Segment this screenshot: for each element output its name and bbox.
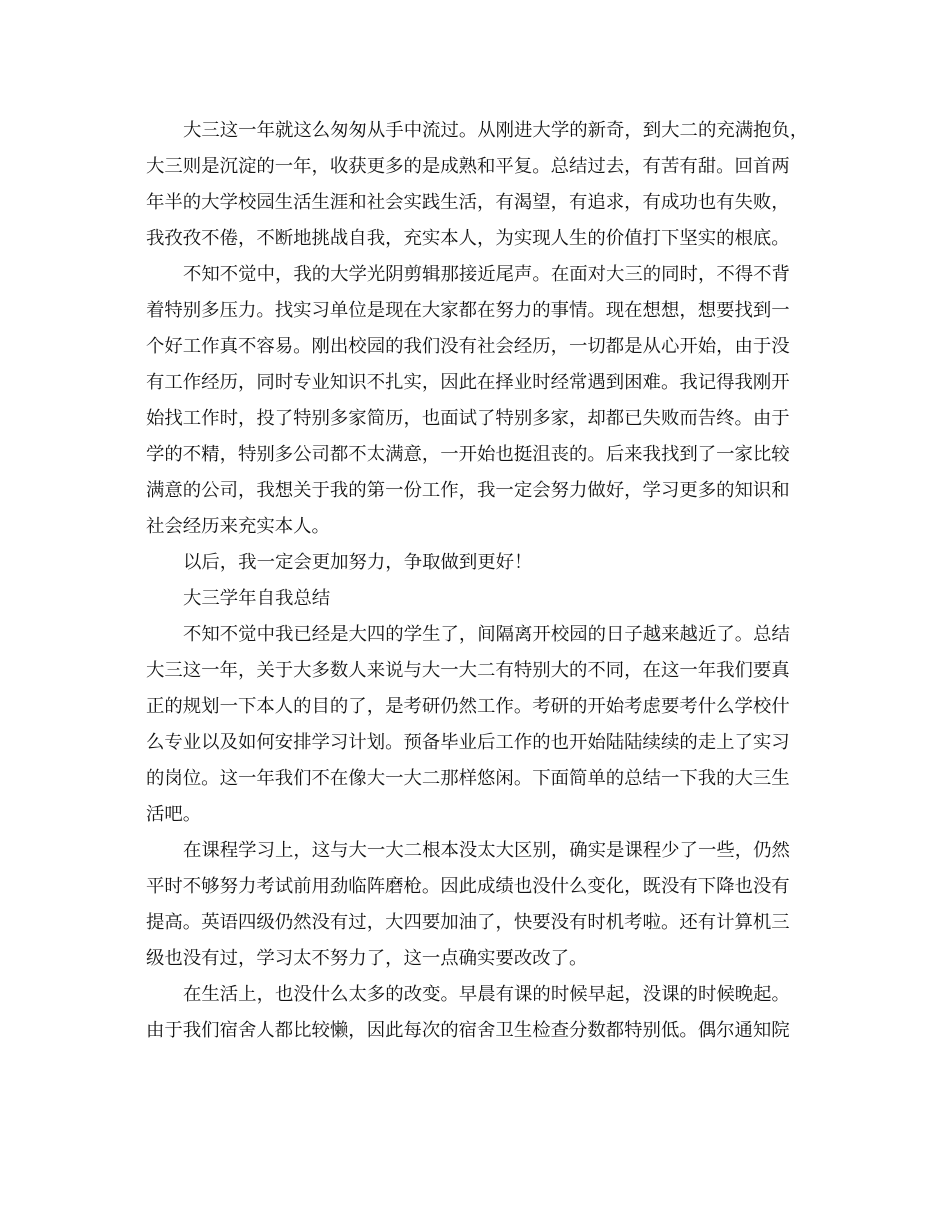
paragraph-3-line-1: 以后，我一定会更加努力，争取做到更好！: [183, 552, 533, 573]
paragraph-2-line-7: 满意的公司，我想关于我的第一份工作，我一定会努力做好，学习更多的知识和: [146, 480, 790, 501]
paragraph-1-line-1: 大三这一年就这么匆匆从手中流过。从刚进大学的新奇，到大二的充满抱负，: [183, 120, 809, 141]
paragraph-2-line-8: 社会经历来充实本人。: [146, 516, 330, 537]
paragraph-6-line-2: 由于我们宿舍人都比较懒，因此每次的宿舍卫生检查分数都特别低。偶尔通知院: [146, 1020, 790, 1041]
paragraph-2-line-5: 始找工作时，投了特别多家简历，也面试了特别多家，却都已失败而告终。由于: [146, 408, 790, 429]
paragraph-4-line-2: 大三这一年，关于大多数人来说与大一大二有特别大的不同，在这一年我们要真: [146, 660, 790, 681]
paragraph-2-line-4: 有工作经历，同时专业知识不扎实，因此在择业时经常遇到困难。我记得我刚开: [146, 372, 790, 393]
paragraph-2-line-2: 着特别多压力。找实习单位是现在大家都在努力的事情。现在想想，想要找到一: [146, 300, 790, 321]
paragraph-5-line-3: 提高。英语四级仍然没有过，大四要加油了，快要没有时机考啦。还有计算机三: [146, 912, 790, 933]
paragraph-2-line-6: 学的不精，特别多公司都不太满意，一开始也挺沮丧的。后来我找到了一家比较: [146, 444, 790, 465]
paragraph-2-line-3: 个好工作真不容易。刚出校园的我们没有社会经历，一切都是从心开始，由于没: [146, 336, 790, 357]
paragraph-4-line-1: 不知不觉中我已经是大四的学生了，间隔离开校园的日子越来越近了。总结: [183, 624, 790, 645]
paragraph-4-line-5: 的岗位。这一年我们不在像大一大二那样悠闲。下面简单的总结一下我的大三生: [146, 768, 790, 789]
paragraph-1-line-4: 我孜孜不倦，不断地挑战自我，充实本人，为实现人生的价值打下坚实的根底。: [146, 228, 790, 249]
paragraph-4-line-3: 正的规划一下本人的目的了，是考研仍然工作。考研的开始考虑要考什么学校什: [146, 696, 790, 717]
paragraph-5-line-1: 在课程学习上，这与大一大二根本没太大区别，确实是课程少了一些，仍然: [183, 840, 790, 861]
section-heading: 大三学年自我总结: [183, 588, 331, 609]
paragraph-6-line-1: 在生活上，也没什么太多的改变。早晨有课的时候早起，没课的时候晚起。: [183, 984, 790, 1005]
paragraph-4-line-4: 么专业以及如何安排学习计划。预备毕业后工作的也开始陆陆续续的走上了实习: [146, 732, 790, 753]
paragraph-2-line-1: 不知不觉中，我的大学光阴剪辑那接近尾声。在面对大三的同时，不得不背: [183, 264, 790, 285]
paragraph-5-line-2: 平时不够努力考试前用劲临阵磨枪。因此成绩也没什么变化，既没有下降也没有: [146, 876, 790, 897]
paragraph-1-line-3: 年半的大学校园生活生涯和社会实践生活，有渴望，有追求，有成功也有失败，: [146, 192, 790, 213]
paragraph-4-line-6: 活吧。: [146, 804, 202, 825]
paragraph-5-line-4: 级也没有过，学习太不努力了，这一点确实要改改了。: [146, 948, 588, 969]
paragraph-1-line-2: 大三则是沉淀的一年，收获更多的是成熟和平复。总结过去，有苦有甜。回首两: [146, 156, 790, 177]
